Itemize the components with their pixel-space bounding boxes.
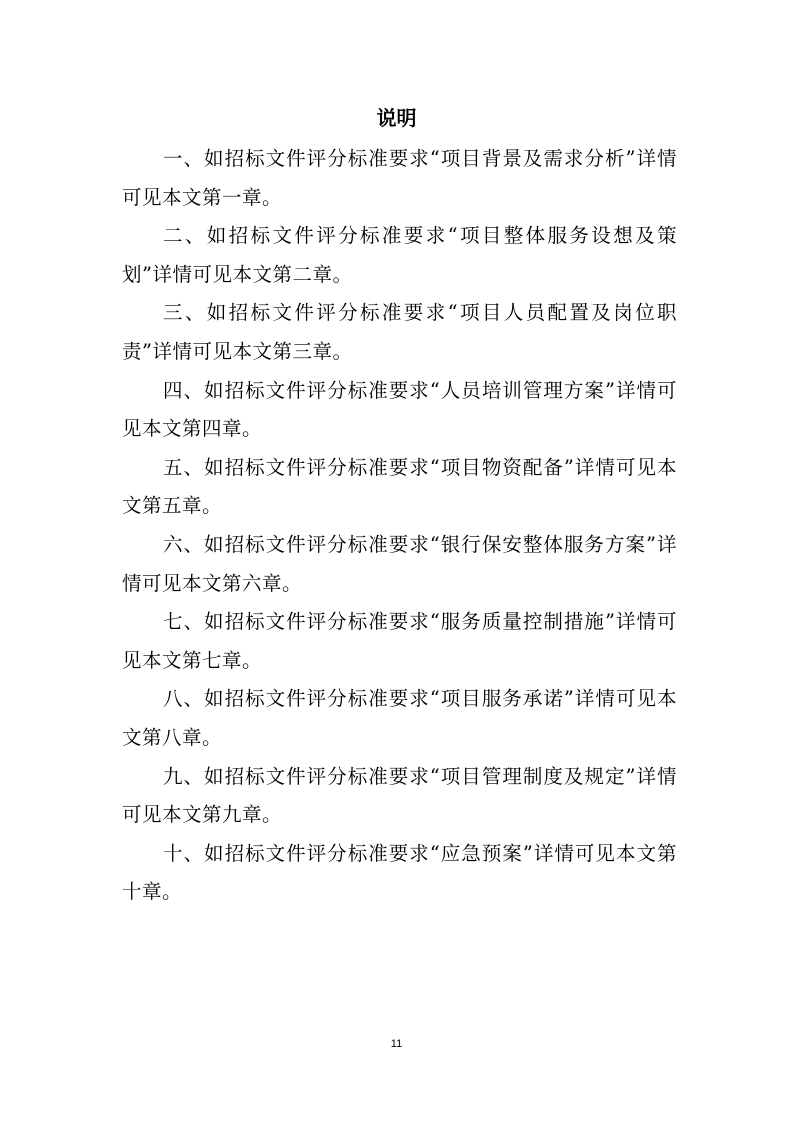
paragraph-1: 一、如招标文件评分标准要求“项目背景及需求分析”详情可见本文第一章。	[122, 147, 677, 209]
page-title: 说明	[376, 106, 417, 130]
paragraph-2: 二、如招标文件评分标准要求“项目整体服务设想及策划”详情可见本文第二章。	[122, 224, 677, 286]
paragraph-5: 五、如招标文件评分标准要求“项目物资配备”详情可见本文第五章。	[122, 455, 677, 518]
paragraph-7: 七、如招标文件评分标准要求“服务质量控制措施”详情可见本文第七章。	[122, 610, 677, 672]
paragraph-10: 十、如招标文件评分标准要求“应急预案”详情可见本文第十章。	[122, 841, 677, 904]
paragraph-9: 九、如招标文件评分标准要求“项目管理制度及规定”详情可见本文第九章。	[122, 764, 677, 827]
paragraph-3: 三、如招标文件评分标准要求“项目人员配置及岗位职责”详情可见本文第三章。	[122, 301, 677, 363]
paragraph-8: 八、如招标文件评分标准要求“项目服务承诺”详情可见本文第八章。	[122, 687, 677, 749]
paragraph-6: 六、如招标文件评分标准要求“银行保安整体服务方案”详情可见本文第六章。	[122, 532, 677, 595]
paragraph-4: 四、如招标文件评分标准要求“人员培训管理方案”详情可见本文第四章。	[122, 378, 677, 441]
document-body	[122, 140, 677, 912]
page-number: 11	[390, 1038, 403, 1050]
